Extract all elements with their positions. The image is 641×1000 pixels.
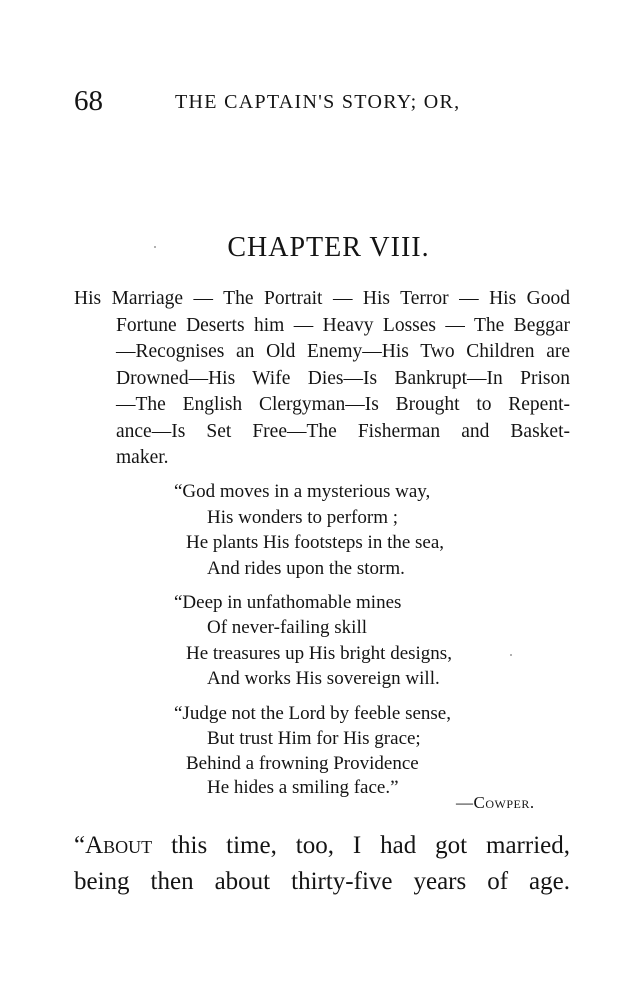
running-title: THE CAPTAIN'S STORY; OR, [175,91,461,113]
synopsis-line: Fortune Deserts him — Heavy Losses — The Beggar [116,314,570,336]
paper-speck [510,654,512,656]
attribution-text: —Cowper. [456,793,535,812]
body-paragraph [74,828,570,900]
poem-line: And works His sovereign will. [207,668,440,689]
poem-line: His wonders to perform ; [207,507,399,528]
body-line [74,828,570,864]
poem-line: “God moves in a mysterious way, [174,481,431,502]
poem-line: Behind a frowning Providence [186,753,419,774]
body-line: being then about thirty-five years of age. [74,868,570,895]
synopsis-line: maker. [116,447,169,468]
synopsis-line: —The English Clergyman—Is Brought to Repent- [116,394,570,415]
opening-word: About [85,832,153,859]
poem-line: He hides a smiling face.” [207,777,399,798]
synopsis-line: His Marriage — The Portrait — His Terror — His Good [74,288,570,309]
poem-line: But trust Him for His grace; [207,728,421,749]
chapter-synopsis [74,286,570,472]
synopsis-line: Drowned—His Wife Dies—Is Bankrupt—In Prison [116,367,570,389]
running-head [0,84,641,118]
page-number: 68 [74,85,103,117]
poem-line: Of never-failing skill [207,617,368,638]
synopsis-line: —Recognises an Old Enemy—His Two Children are [116,341,570,362]
opening-quote: “ [74,832,86,859]
poem-line: He plants His footsteps in the sea, [186,532,445,553]
poem-line: “Deep in unfathomable mines [174,592,402,613]
chapter-heading: CHAPTER VIII. [227,232,430,263]
synopsis-line: ance—Is Set Free—The Fisherman and Basket- [116,420,570,442]
poem-line: “Judge not the Lord by feeble sense, [174,703,451,724]
paper-speck [154,246,156,248]
poem-line: And rides upon the storm. [207,558,405,579]
poem-line: He treasures up His bright designs, [186,643,452,664]
body-line-1-rest: this time, too, I had got married, [152,832,570,859]
poem-attribution [456,791,535,815]
